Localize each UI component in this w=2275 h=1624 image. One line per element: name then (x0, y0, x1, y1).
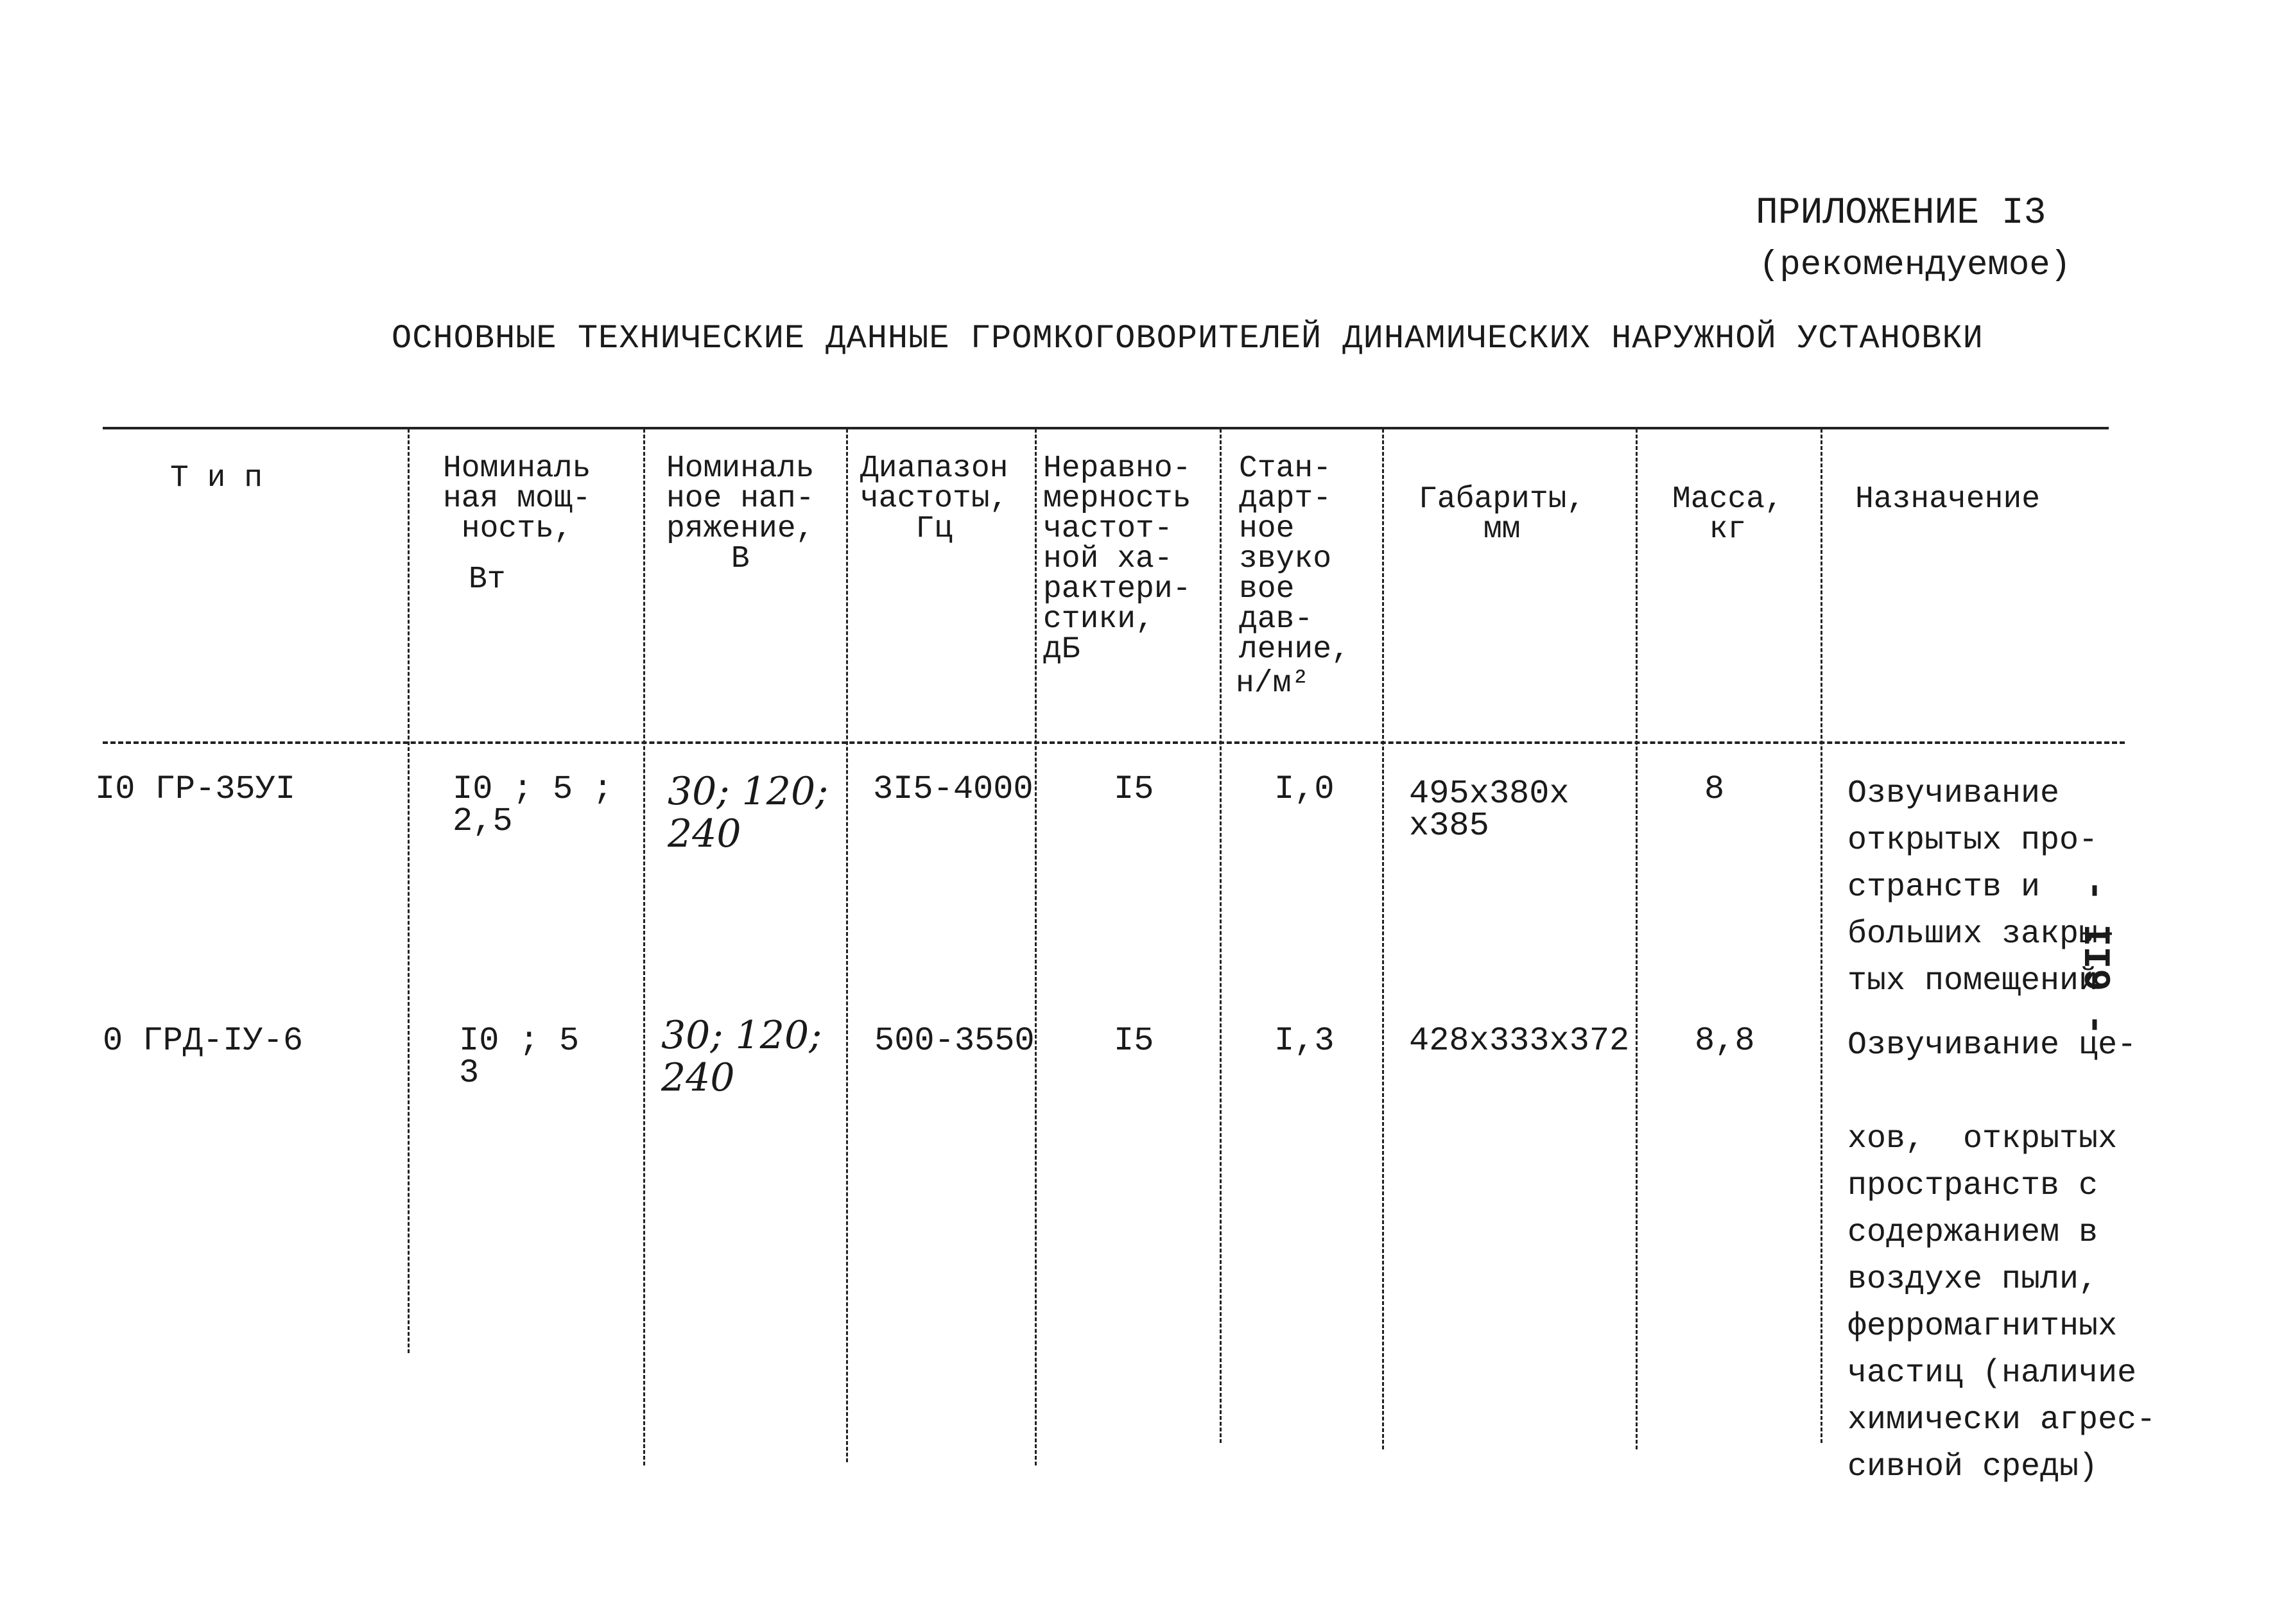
column-divider (1821, 429, 1822, 1443)
page-number: - II9 - (2073, 879, 2115, 1036)
table-top-rule (103, 427, 2109, 429)
row1-purpose: Озвучивание открытых про- странств и больших закры- тых помещений (1847, 775, 2118, 999)
row1-power: I0 ; 5 ; 2,5 (453, 770, 613, 840)
header-mass: Масса, кг (1672, 482, 1783, 547)
column-divider (408, 429, 410, 1353)
column-divider (1035, 429, 1037, 1465)
header-purpose: Назначение (1855, 482, 2041, 517)
row2-frequency: 500-3550 (874, 1022, 1035, 1060)
row1-unevenness: I5 (1114, 770, 1154, 808)
column-divider (846, 429, 848, 1462)
appendix-note: (рекомендуемое) (1759, 246, 2072, 285)
header-voltage: Номиналь ное нап- ряжение, В (666, 451, 815, 576)
column-divider (643, 429, 645, 1465)
row1-voltage: 30; 120; 240 (668, 769, 829, 856)
row2-voltage: 30; 120; 240 (661, 1013, 822, 1100)
column-divider (1220, 429, 1222, 1443)
header-power-unit: Вт (469, 562, 506, 597)
header-frequency: Диапазон частоты, Гц (860, 451, 1008, 546)
row2-unevenness: I5 (1114, 1022, 1154, 1060)
row2-mass: 8,8 (1695, 1022, 1755, 1060)
column-divider (1382, 429, 1384, 1449)
header-dimensions: Габариты, мм (1419, 482, 1586, 547)
appendix-label: ПРИЛОЖЕНИЕ I3 (1756, 193, 2046, 234)
row1-dimensions: 495x380x x385 (1409, 775, 1570, 845)
header-pressure-unit: н/м² (1236, 666, 1310, 701)
header-unevenness: Неравно- мерность частот- ной ха- рактери- стики, дБ (1043, 451, 1191, 667)
header-power: Номиналь ная мощ- ность, (443, 451, 591, 546)
row2-type: 0 ГРД-IУ-6 (103, 1022, 304, 1060)
header-type: Т и п (170, 461, 263, 496)
row1-pressure: I,0 (1274, 770, 1335, 808)
header-pressure: Стан- дарт- ное звуко вое дав- ление, (1239, 451, 1350, 667)
row1-type: I0 ГР-35УI (95, 770, 296, 808)
row1-mass: 8 (1704, 770, 1725, 808)
row2-dimensions: 428x333x372 (1409, 1022, 1630, 1060)
row1-frequency: 3I5-4000 (873, 770, 1034, 808)
row2-purpose: Озвучивание це- хов, открытых пространств с содержанием в воздухе пыли, ферромагнитных частиц (наличие химически агрес- сивной среды) (1847, 1027, 2156, 1485)
row2-pressure: I,3 (1274, 1022, 1335, 1060)
document-title: ОСНОВНЫЕ ТЕХНИЧЕСКИЕ ДАННЫЕ ГРОМКОГОВОРИТЕЛЕЙ ДИНАМИЧЕСКИХ НАРУЖНОЙ УСТАНОВКИ (392, 320, 1984, 358)
row2-power: I0 ; 5 3 (459, 1022, 580, 1092)
column-divider (1636, 429, 1638, 1449)
